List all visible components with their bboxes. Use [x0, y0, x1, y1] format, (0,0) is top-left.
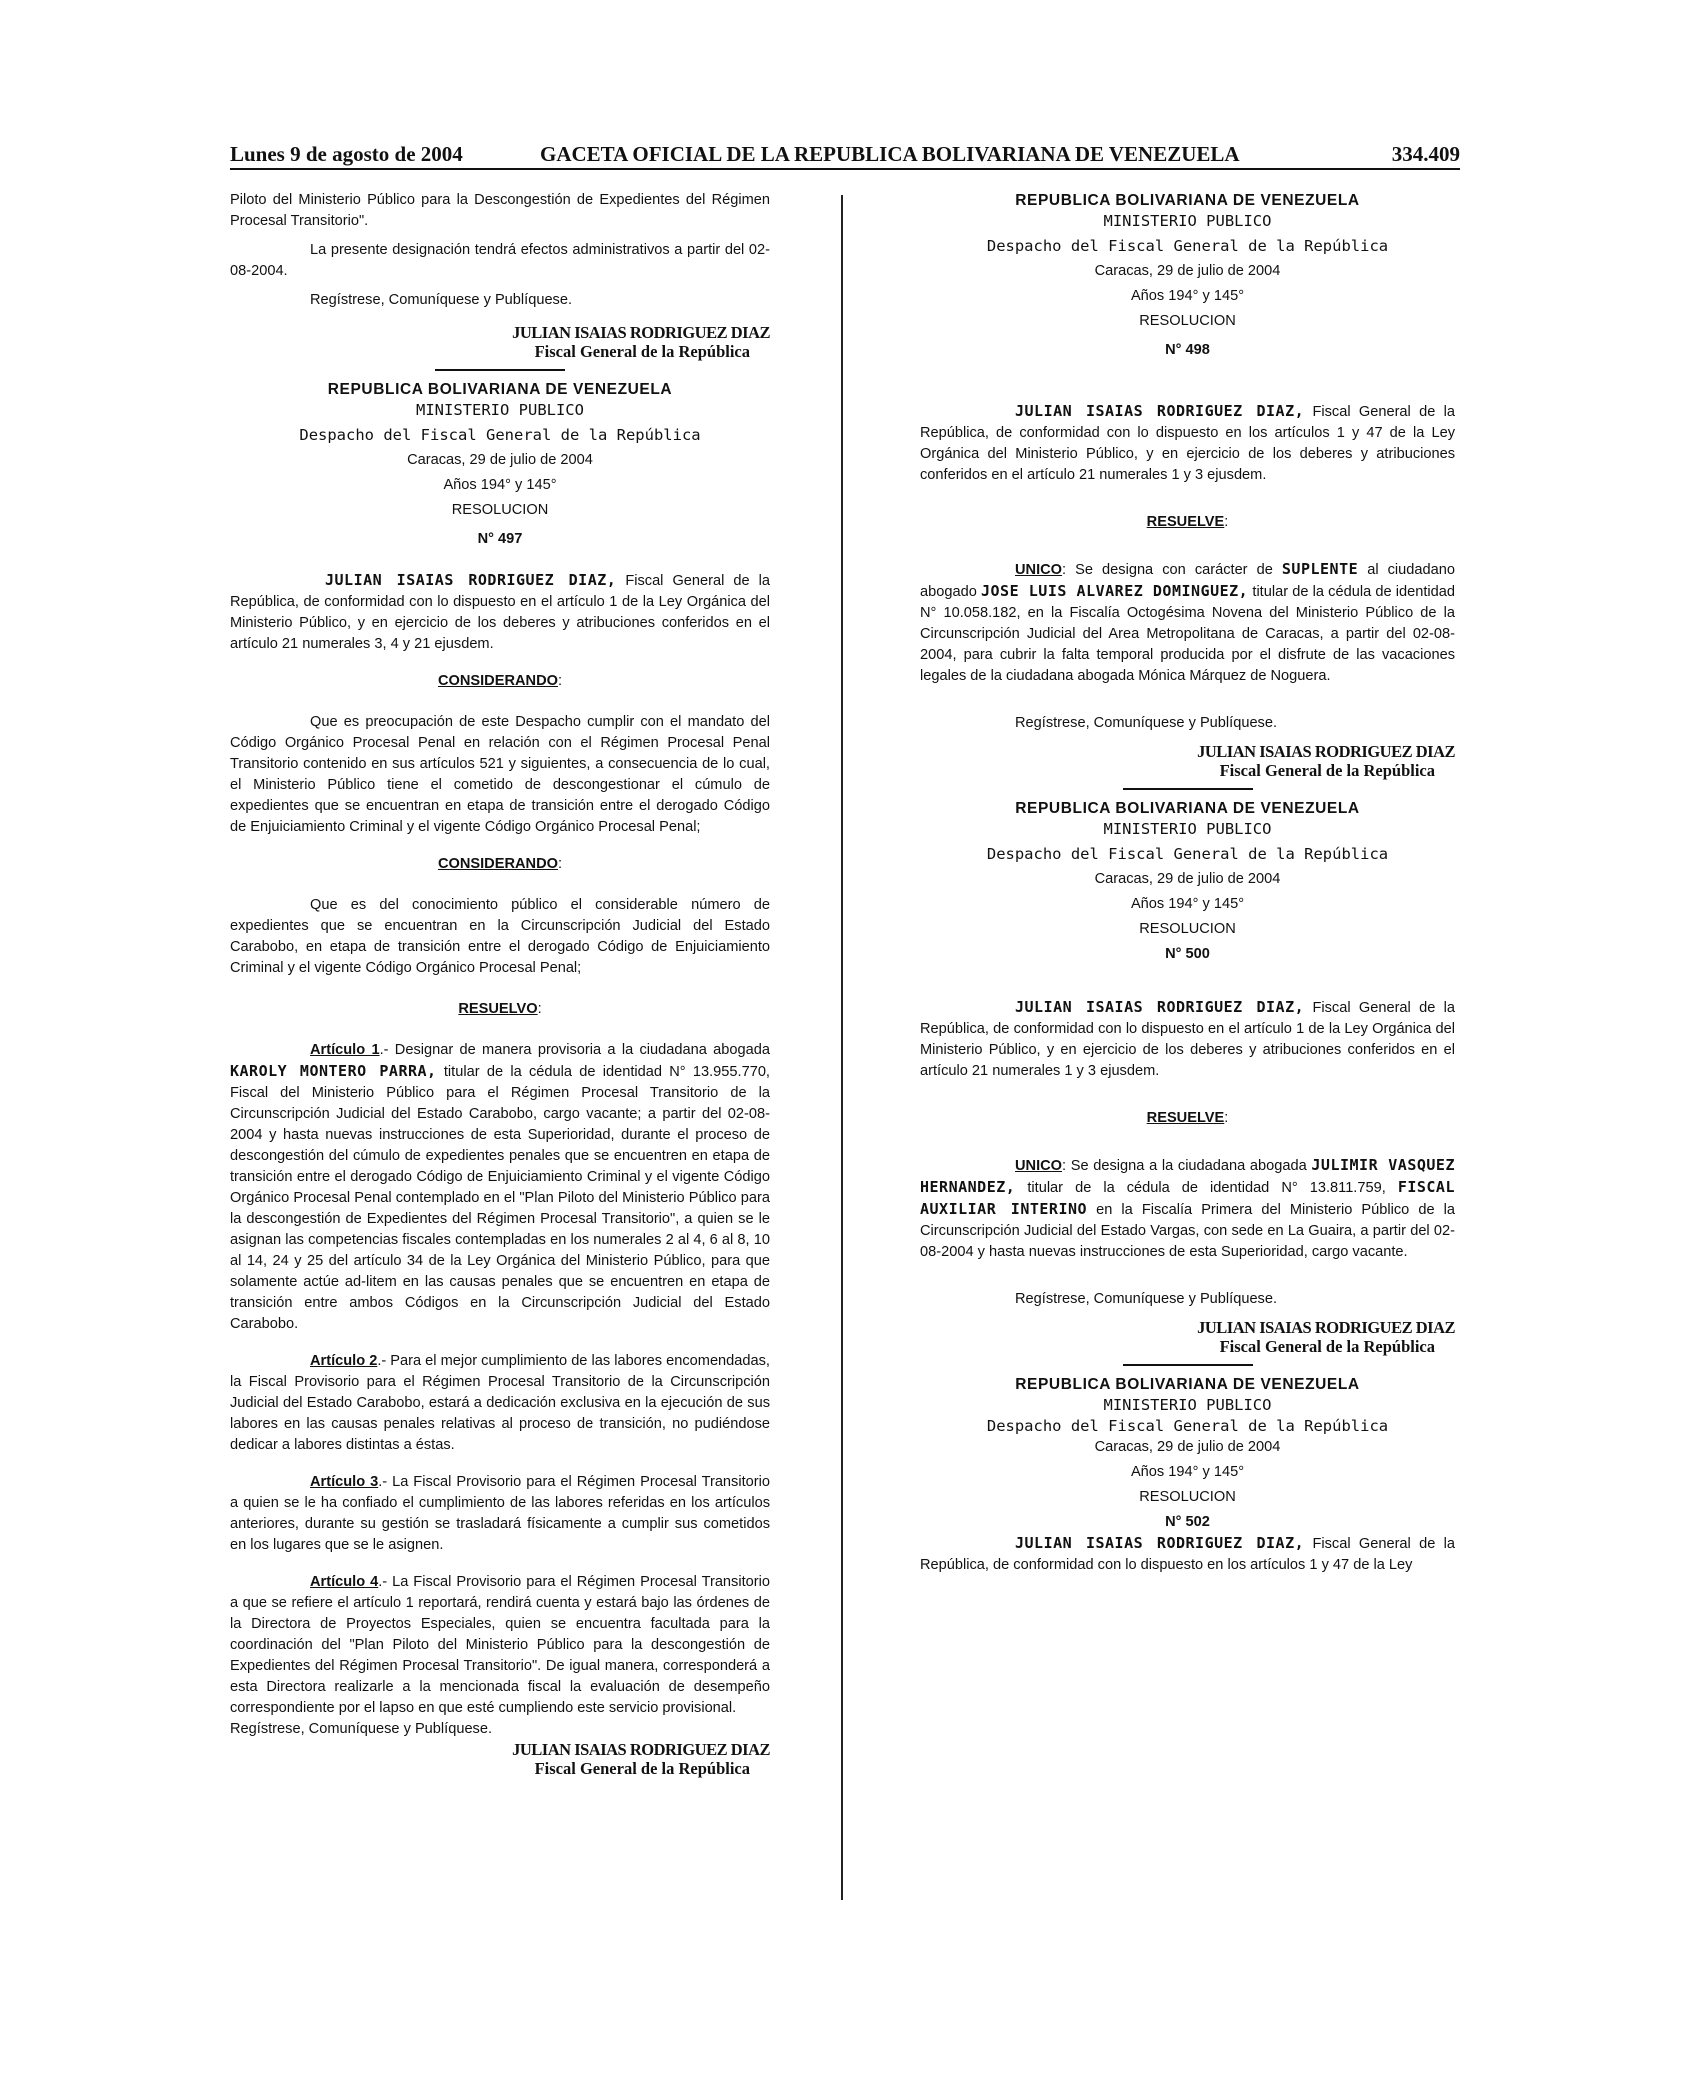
republic-heading: REPUBLICA BOLIVARIANA DE VENEZUELA [1015, 192, 1360, 209]
resolution-number: N° 498 [1165, 342, 1210, 358]
separator-rule [1123, 1364, 1253, 1366]
place-date: Caracas, 29 de julio de 2004 [407, 452, 593, 468]
resolution-label: RESOLUCION [1139, 313, 1236, 329]
considerando-text-1: Que es preocupación de este Despacho cumplir con el mandato del Código Orgánico Procesal Penal en relación con el Régimen Procesal Penal Transitorio contenido en sus artículos 521 y siguientes, a consecuencia de lo cual, el Ministerio Público tiene el cometido de descongestionar el cúmulo de expedientes que se encuentran en etapa de transición entre el derogado Código de Enjuiciamiento Criminal y el vigente Código Orgánico Procesal Penal; [230, 714, 770, 835]
ministry-heading: MINISTERIO PUBLICO [1103, 820, 1272, 838]
intro-name: JULIAN ISAIAS RODRIGUEZ DIAZ, [325, 571, 617, 589]
resolution-label: RESOLUCION [1139, 1489, 1236, 1505]
signature-name: JULIAN ISAIAS RODRIGUEZ DIAZ [1197, 1318, 1455, 1337]
intro-paragraph [230, 570, 770, 655]
register-line [920, 713, 1455, 734]
header-title: GACETA OFICIAL DE LA REPUBLICA BOLIVARIANA DE VENEZUELA [540, 142, 1240, 166]
register-line [230, 290, 770, 311]
effect-text: La presente designación tendrá efectos administrativos a partir del 02-08-2004. [230, 242, 770, 279]
separator-rule [435, 369, 565, 371]
ministry-heading: MINISTERIO PUBLICO [1103, 212, 1272, 230]
register-text: Regístrese, Comuníquese y Publíquese. [1015, 715, 1278, 731]
signature-block [920, 742, 1455, 780]
signature-block [230, 1740, 770, 1778]
office-heading: Despacho del Fiscal General de la República [986, 1417, 1389, 1435]
resolution-498 [920, 190, 1455, 780]
right-column [920, 190, 1455, 1576]
header-date: Lunes 9 de agosto de 2004 [230, 142, 463, 166]
republic-heading: REPUBLICA BOLIVARIANA DE VENEZUELA [327, 381, 673, 398]
ministry-heading: MINISTERIO PUBLICO [416, 401, 584, 419]
place-date: Caracas, 29 de julio de 2004 [1094, 263, 1281, 279]
resolution-502 [920, 1374, 1455, 1576]
header-rule [230, 168, 1460, 170]
office-heading: Despacho del Fiscal General de la República [986, 237, 1389, 255]
article-2: Artículo 2.- Para el mejor cumplimiento de las labores encomendadas, la Fiscal Provisorio para el Régimen Procesal Transitorio de la Circunscripción Judicial del Estado Carabobo, estará a dedicación exclusiva en la ejecución de sus labores en las causas penales relativas al proceso de transición, no pudiéndose dedicar a labores distintas a éstas. [230, 1353, 770, 1453]
years-line: Años 194° y 145° [1130, 896, 1245, 912]
republic-heading: REPUBLICA BOLIVARIANA DE VENEZUELA [1015, 800, 1360, 817]
register-text: Regístrese, Comuníquese y Publíquese. [1015, 1291, 1278, 1307]
register-text: Regístrese, Comuníquese y Publíquese. [230, 1721, 493, 1737]
signature-role: Fiscal General de la República [534, 1759, 750, 1778]
resolution-label: RESOLUCION [451, 502, 549, 518]
left-column [230, 190, 770, 1778]
column-divider [841, 195, 843, 1900]
office-heading: Despacho del Fiscal General de la República [986, 845, 1389, 863]
signature-role: Fiscal General de la República [534, 342, 750, 361]
unico-paragraph: UNICO: Se designa con carácter de SUPLENTE al ciudadano abogado JOSE LUIS ALVAREZ DOMINGUEZ, titular de la cédula de identidad N° 10.058.182, en la Fiscalía Octogésima Novena del Ministerio Público de la Circunscripción Judicial del Area Metropolitana de Caracas, a partir del 02-08-2004, para cubrir la falta temporal producida por el disfrute de las vacaciones legales de la ciudadana abogada Mónica Márquez de Noguera. [920, 560, 1455, 684]
resolution-number: N° 500 [1165, 946, 1210, 962]
ministry-heading: MINISTERIO PUBLICO [1103, 1396, 1272, 1414]
years-line: Años 194° y 145° [443, 477, 557, 493]
signature-block [230, 323, 770, 361]
considerando-heading-2: CONSIDERANDO: [437, 856, 563, 872]
considerando-text-2: Que es del conocimiento público el considerable número de expedientes que se encuentran en la Circunscripción Judicial del Estado Carabobo, en etapa de transición entre el derogado Código de Enjuiciamiento Criminal y el vigente Código Orgánico Procesal Penal; [230, 897, 770, 976]
resolution-500 [920, 798, 1455, 1356]
intro-paragraph: JULIAN ISAIAS RODRIGUEZ DIAZ, Fiscal General de la República, de conformidad con lo dispuesto en los artículos 1 y 47 de la Ley Orgánica del Ministerio Público, y en ejercicio de los deberes y atribuciones conferidos en el artículo 21 numerales 1 y 3 ejusdem. [920, 402, 1455, 483]
resolution-497 [230, 379, 770, 1778]
article-4: Artículo 4.- La Fiscal Provisorio para el Régimen Procesal Transitorio a que se refiere el artículo 1 reportará, rendirá cuenta y estará bajo las órdenes de la Directora de Proyectos Especiales, quien se encuentra facultada para la coordinación del "Plan Piloto del Ministerio Público para la descongestión de Expedientes del Régimen Procesal Transitorio". De igual manera, corresponderá a esta Directora realizarle a la mencionada fiscal la evaluación de desempeño correspondiente por el lapso en que esté cumpliendo este servicio provisional. [230, 1574, 770, 1716]
resuelve-heading: RESUELVE: [1146, 514, 1229, 530]
place-date: Caracas, 29 de julio de 2004 [1094, 1439, 1281, 1455]
continued-text: Piloto del Ministerio Público para la Descongestión de Expedientes del Régimen Procesal Transitorio". [230, 192, 770, 229]
resolution-label: RESOLUCION [1139, 921, 1236, 937]
intro-paragraph: JULIAN ISAIAS RODRIGUEZ DIAZ, Fiscal General de la República, de conformidad con lo dispuesto en los artículos 1 y 47 de la Ley [920, 1534, 1455, 1573]
register-text: Regístrese, Comuníquese y Publíquese. [310, 292, 573, 308]
signature-name: JULIAN ISAIAS RODRIGUEZ DIAZ [512, 1740, 770, 1759]
resuelve-heading: RESUELVE: [1146, 1110, 1229, 1126]
intro-text: Fiscal General de la República, de conformidad con lo dispuesto en el artículo 1 de la Ley Orgánica del Ministerio Público, y en ejercicio de los deberes y atribuciones conferidos en el artículo 21 numerales 3, 4 y 21 ejusdem. [230, 573, 770, 652]
considerando-heading-1: CONSIDERANDO: [437, 673, 563, 689]
signature-block [920, 1318, 1455, 1356]
office-heading: Despacho del Fiscal General de la República [299, 426, 701, 444]
signature-name: JULIAN ISAIAS RODRIGUEZ DIAZ [512, 323, 770, 342]
republic-heading: REPUBLICA BOLIVARIANA DE VENEZUELA [1015, 1376, 1360, 1393]
header-page-number: 334.409 [1391, 142, 1460, 166]
article-1: Artículo 1.- Designar de manera provisoria a la ciudadana abogada KAROLY MONTERO PARRA, titular de la cédula de identidad N° 13.955.770, Fiscal del Ministerio Público para el Régimen Procesal Transitorio de la Circunscripción Judicial del Estado Carabobo, cargo vacante; a partir del 02-08-2004 y hasta nuevas instrucciones de esta Superioridad, durante el proceso de descongestión del cúmulo de expedientes penales que se encuentren en etapa de transición entre el derogado Código de Enjuiciamiento Criminal y el vigente Código Orgánico Procesal Penal contemplado en el "Plan Piloto del Ministerio Público para la descongestión de Expedientes del Régimen Procesal Transitorio", a quien se le asignan las competencias fiscales contempladas en los numerales 2 al 4, 6 al 8, 10 al 14, 24 y 25 del artículo 34 de la Ley Orgánica del Ministerio Público, para que solamente actúe ad-litem en las causas penales que se encuentren en etapa de transición entre ambos Códigos en la Circunscripción Judicial del Estado Carabobo. [230, 1042, 770, 1332]
signature-role: Fiscal General de la República [1219, 1337, 1435, 1356]
article-3: Artículo 3.- La Fiscal Provisorio para el Régimen Procesal Transitorio a quien se le ha confiado el cumplimiento de las labores referidas en los artículos anteriores, durante su gestión se trasladará físicamente a cumplir sus cometidos en los lugares que se le asignen. [230, 1474, 770, 1553]
place-date: Caracas, 29 de julio de 2004 [1094, 871, 1281, 887]
signature-role: Fiscal General de la República [1219, 761, 1435, 780]
separator-rule [1123, 788, 1253, 790]
resolution-number: N° 502 [1165, 1514, 1210, 1530]
years-line: Años 194° y 145° [1130, 288, 1245, 304]
register-line [920, 1289, 1455, 1310]
signature-name: JULIAN ISAIAS RODRIGUEZ DIAZ [1197, 742, 1455, 761]
intro-paragraph: JULIAN ISAIAS RODRIGUEZ DIAZ, Fiscal General de la República, de conformidad con lo dispuesto en el artículo 1 de la Ley Orgánica del Ministerio Público, y en ejercicio de los deberes y atribuciones conferidos en el artículo 21 numerales 1 y 3 ejusdem. [920, 998, 1455, 1079]
resolution-number: N° 497 [477, 531, 523, 547]
years-line: Años 194° y 145° [1130, 1464, 1245, 1480]
unico-paragraph: UNICO: Se designa a la ciudadana abogada JULIMIR VASQUEZ HERNANDEZ, titular de la cédula de identidad N° 13.811.759, FISCAL AUXILIAR INTERINO en la Fiscalía Primera del Ministerio Público de la Circunscripción Judicial del Estado Vargas, con sede en La Guaira, a partir del 02-08-2004 y hasta nuevas instrucciones de esta Superioridad, cargo vacante. [920, 1156, 1455, 1260]
resuelvo-heading: RESUELVO: [458, 1001, 542, 1017]
